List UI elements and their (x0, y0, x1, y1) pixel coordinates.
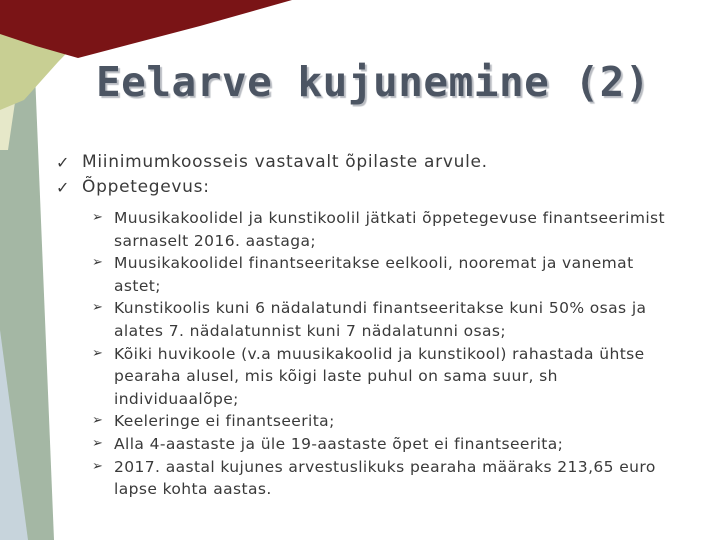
arrow-bullet-icon: ➢ (92, 413, 104, 429)
sub-bullet-item (92, 343, 682, 411)
checkmark-icon: ✓ (56, 153, 71, 172)
checkmark-icon: ✓ (56, 178, 71, 197)
sub-bullet-text: Muusikakoolidel finantseeritakse eelkooli, nooremat ja vanemat astet; (114, 254, 634, 295)
arrow-bullet-icon: ➢ (92, 210, 104, 225)
bullet-text: Õppetegevus: (82, 177, 210, 197)
sub-bullet-item (92, 456, 682, 501)
sub-bullet-text: Kunstikoolis kuni 6 nädalatundi finantseeritakse kuni 50% osas ja alates 7. nädalatunnist kuni 7 nädalatunni osas; (114, 299, 647, 340)
sub-bullet-text: Alla 4-aastaste ja üle 19-aastaste õpet ei finantseerita; (114, 434, 564, 453)
sub-bullet-item (92, 207, 682, 252)
sub-bullet-text: Muusikakoolidel ja kunstikoolil jätkati õppetegevuse finantseerimist sarnaselt 2016. aastaga; (114, 209, 665, 250)
sub-bullet-text: Kõiki huvikoole (v.a muusikakoolid ja kunstikool) rahastada ühtse pearaha alusel, mis kõigi laste puhul on sama suur, sh individuaalõpe; (114, 344, 645, 408)
sub-bullet-item (92, 252, 682, 297)
arrow-bullet-icon: ➢ (92, 458, 104, 474)
sub-bullet-text: Keeleringe ei finantseerita; (114, 412, 335, 431)
arrow-bullet-icon: ➢ (92, 300, 104, 316)
bullet-text: Miinimumkoosseis vastavalt õpilaste arvule. (82, 152, 488, 172)
arrow-bullet-icon: ➢ (92, 345, 104, 361)
bullet-item (56, 175, 488, 200)
bullet-item (56, 150, 488, 175)
arrow-bullet-icon: ➢ (92, 435, 104, 451)
sub-bullet-item (92, 433, 682, 456)
main-bullet-list (56, 150, 488, 200)
sub-bullet-item (92, 410, 682, 433)
sub-bullet-list (92, 207, 682, 501)
sub-bullet-item (92, 297, 682, 342)
sub-bullet-text: 2017. aastal kujunes arvestuslikuks pearaha määraks 213,65 euro lapse kohta aastas. (114, 457, 656, 499)
arrow-bullet-icon: ➢ (92, 255, 104, 271)
slide-title: Eelarve kujunemine (2) (96, 58, 651, 106)
